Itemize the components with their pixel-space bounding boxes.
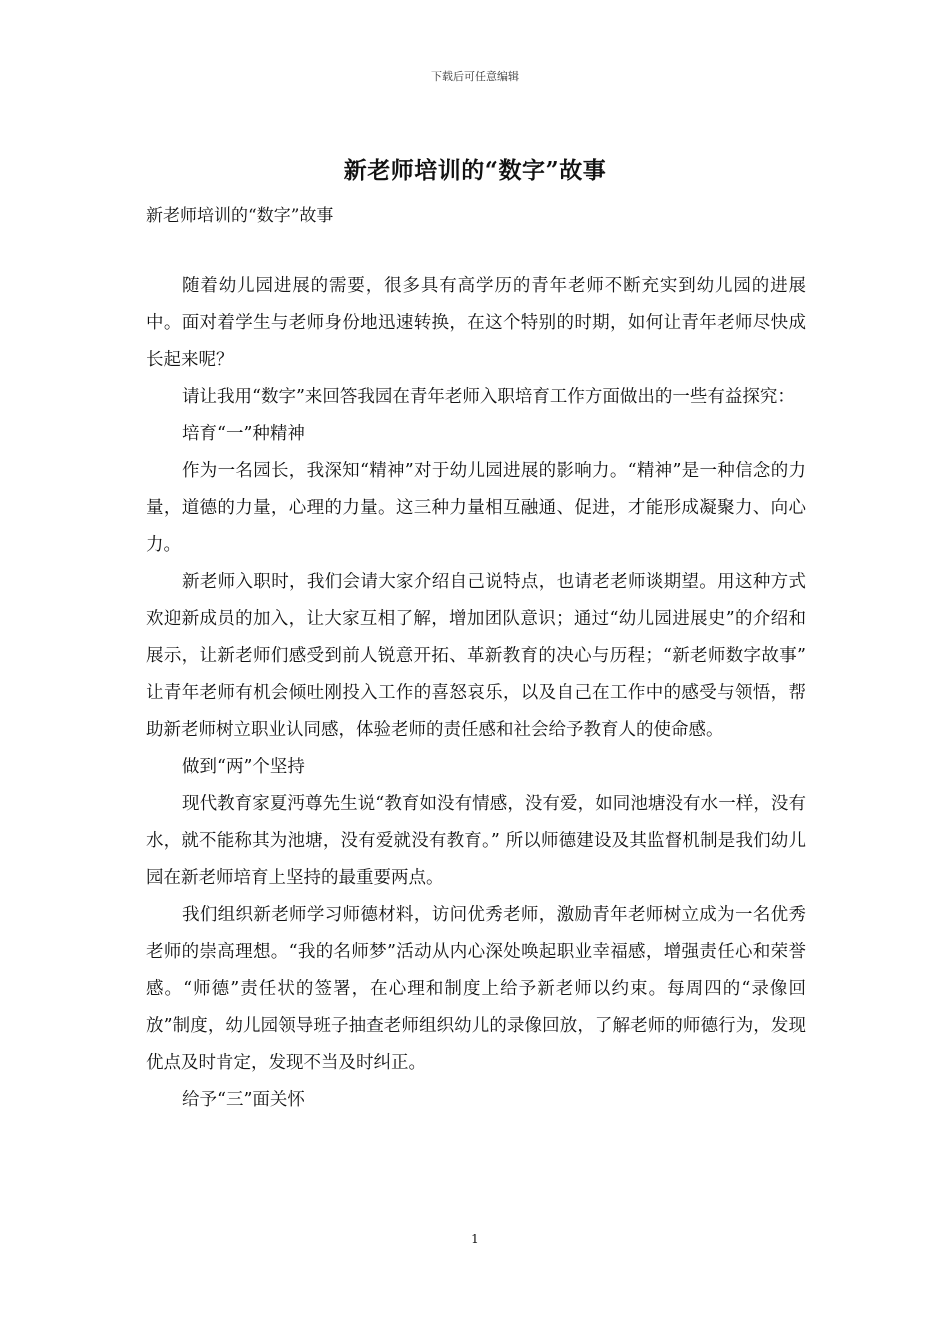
paragraph: 我们组织新老师学习师德材料，访问优秀老师，激励青年老师树立成为一名优秀老师的崇高理想。“我的名师梦”活动从内心深处唤起职业幸福感，增强责任心和荣誉感。“师德”责任状的签署，在心理和制度上给予新老师以约束。每周四的“录像回放”制度，幼儿园领导班子抽查老师组织幼儿的录像回放，了解老师的师德行为，发现优点及时肯定，发现不当及时纠正。 xyxy=(146,905,806,1073)
document-subtitle: 新老师培训的“数字”故事 xyxy=(146,206,334,226)
paragraph: 现代教育家夏沔尊先生说“教育如没有情感，没有爱，如同池塘没有水一样，没有水，就不能称其为池塘，没有爱就没有教育。” 所以师德建设及其监督机制是我们幼儿园在新老师培育上坚持的最重要两点。 xyxy=(146,794,806,888)
section-heading: 做到“两”个坚持 xyxy=(182,757,305,777)
paragraph: 作为一名园长，我深知“精神”对于幼儿园进展的影响力。“精神”是一种信念的力量，道德的力量，心理的力量。这三种力量相互融通、促进，才能形成凝聚力、向心力。 xyxy=(146,461,806,555)
document-title: 新老师培训的“数字”故事 xyxy=(343,157,607,184)
section-heading: 培育“一”种精神 xyxy=(182,424,305,444)
header-note: 下载后可任意编辑 xyxy=(431,70,519,83)
paragraph: 随着幼儿园进展的需要，很多具有高学历的青年老师不断充实到幼儿园的进展中。面对着学生与老师身份地迅速转换，在这个特别的时期，如何让青年老师尽快成长起来呢？ xyxy=(146,276,806,370)
page-number: 1 xyxy=(471,1232,479,1246)
section-heading: 给予“三”面关怀 xyxy=(182,1090,305,1110)
paragraph: 请让我用“数字”来回答我园在青年老师入职培育工作方面做出的一些有益探究： xyxy=(182,387,795,407)
document-body xyxy=(146,268,806,1119)
paragraph: 新老师入职时，我们会请大家介绍自己说特点，也请老老师谈期望。用这种方式欢迎新成员的加入，让大家互相了解，增加团队意识；通过“幼儿园进展史”的介绍和展示，让新老师们感受到前人锐意开拓、革新教育的决心与历程；“新老师数字故事” 让青年老师有机会倾吐刚投入工作的喜怒哀乐，以及自己在工作中的感受与领悟，帮助新老师树立职业认同感，体验老师的责任感和社会给予教育人的使命感。 xyxy=(146,572,806,740)
